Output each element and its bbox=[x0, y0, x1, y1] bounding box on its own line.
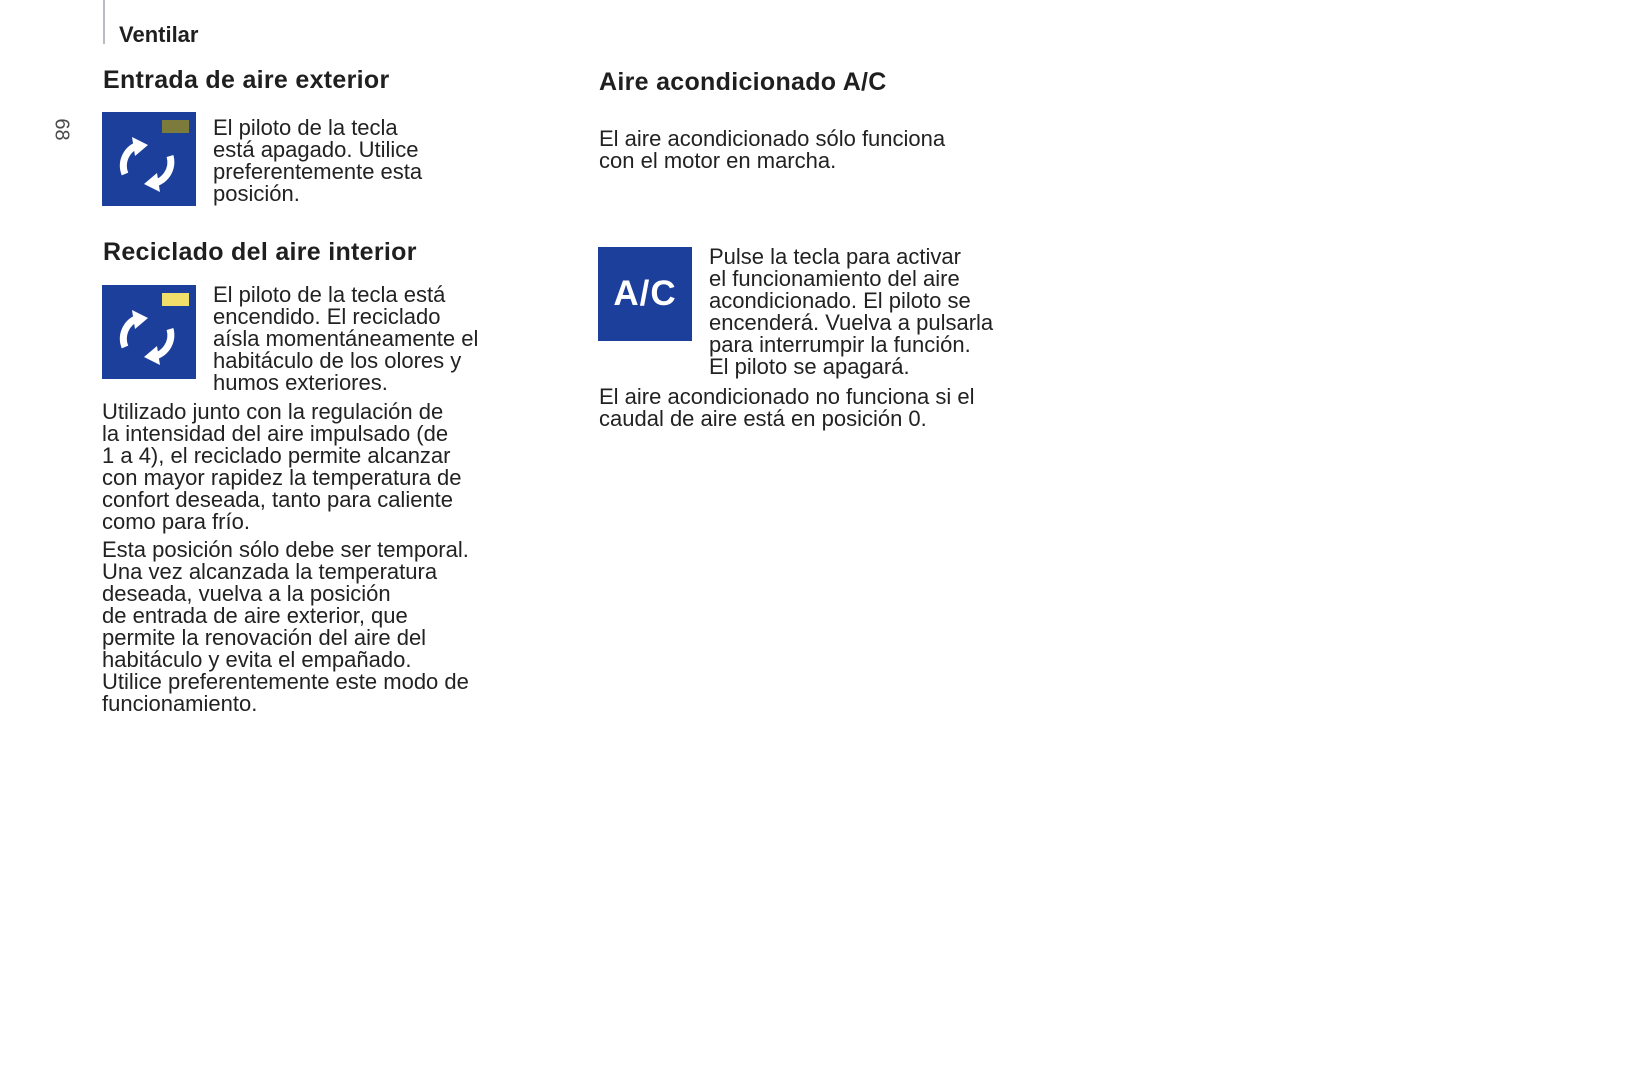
section-marker-bar bbox=[103, 0, 105, 44]
text-line: El piloto de la tecla bbox=[213, 115, 398, 140]
text-line: encendido. El reciclado bbox=[213, 304, 441, 329]
outside-air-heading: Entrada de aire exterior bbox=[103, 66, 390, 94]
air-conditioning-intro bbox=[599, 128, 945, 172]
air-intake-key-icon bbox=[102, 112, 196, 206]
indicator-light-off bbox=[162, 120, 189, 133]
text-line: con el motor en marcha. bbox=[599, 148, 837, 173]
text-line: Utilizado junto con la regulación de bbox=[102, 399, 444, 424]
outside-air-description bbox=[213, 117, 422, 205]
section-title: Ventilar bbox=[119, 22, 199, 47]
text-line: encenderá. Vuelva a pulsarla bbox=[709, 310, 994, 335]
text-line: Utilice preferentemente este modo de bbox=[102, 669, 469, 694]
text-line: funcionamiento. bbox=[102, 691, 258, 716]
text-line: Esta posición sólo debe ser temporal. bbox=[102, 537, 469, 562]
ac-key-icon: A/C bbox=[598, 247, 692, 341]
text-line: Una vez alcanzada la temperatura bbox=[102, 559, 438, 584]
text-line: la intensidad del aire impulsado (de bbox=[102, 421, 449, 446]
text-line: El aire acondicionado no funciona si el bbox=[599, 384, 975, 409]
text-line: acondicionado. El piloto se bbox=[709, 288, 971, 313]
recirculation-paragraph-1 bbox=[102, 401, 462, 533]
text-line: 1 a 4), el reciclado permite alcanzar bbox=[102, 443, 451, 468]
text-line: confort deseada, tanto para caliente bbox=[102, 487, 454, 512]
text-line: aísla momentáneamente el bbox=[213, 326, 479, 351]
text-line: como para frío. bbox=[102, 509, 250, 534]
text-line: habitáculo y evita el empañado. bbox=[102, 647, 412, 672]
text-line: caudal de aire está en posición 0. bbox=[599, 406, 927, 431]
text-line: preferentemente esta bbox=[213, 159, 423, 184]
text-line: El piloto se apagará. bbox=[709, 354, 910, 379]
text-line: con mayor rapidez la temperatura de bbox=[102, 465, 462, 490]
ac-key-description bbox=[709, 246, 993, 378]
indicator-light-on bbox=[162, 293, 189, 306]
text-line: deseada, vuelva a la posición bbox=[102, 581, 391, 606]
text-line: permite la renovación del aire del bbox=[102, 625, 427, 650]
text-line: el funcionamiento del aire bbox=[709, 266, 960, 291]
recirculation-paragraph-2 bbox=[102, 539, 469, 715]
text-line: de entrada de aire exterior, que bbox=[102, 603, 408, 628]
page-number: 68 bbox=[50, 118, 73, 141]
recirculation-heading: Reciclado del aire interior bbox=[103, 238, 417, 266]
text-line: para interrumpir la función. bbox=[709, 332, 971, 357]
air-recirculation-key-icon bbox=[102, 285, 196, 379]
text-line: posición. bbox=[213, 181, 300, 206]
text-line: humos exteriores. bbox=[213, 370, 388, 395]
recirculation-description bbox=[213, 284, 478, 394]
text-line: habitáculo de los olores y bbox=[213, 348, 462, 373]
text-line: El piloto de la tecla está bbox=[213, 282, 446, 307]
text-line: Pulse la tecla para activar bbox=[709, 244, 961, 269]
air-conditioning-heading: Aire acondicionado A/C bbox=[599, 68, 887, 96]
text-line: está apagado. Utilice bbox=[213, 137, 419, 162]
air-conditioning-note bbox=[599, 386, 974, 430]
text-line: El aire acondicionado sólo funciona bbox=[599, 126, 946, 151]
